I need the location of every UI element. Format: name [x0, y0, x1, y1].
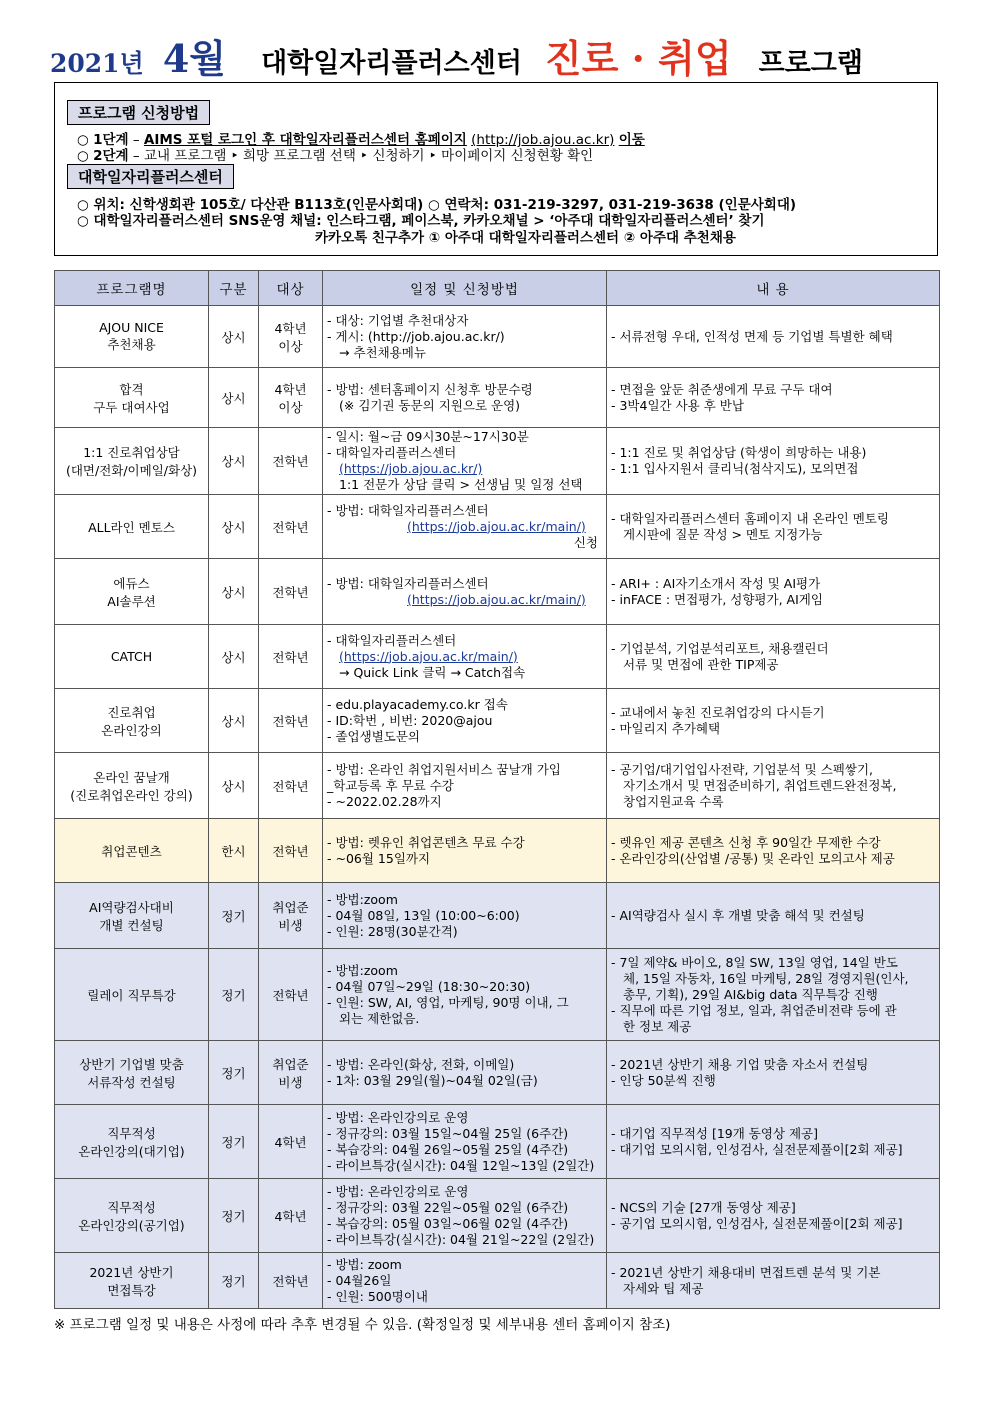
type-cell-line: 상시: [221, 649, 246, 665]
type-cell: [209, 1179, 259, 1253]
center-tag: 대학일자리플러스센터: [67, 164, 234, 189]
content-cell-line: 자기소개서 및 면접준비하기, 취업트렌드완전정복,: [623, 777, 897, 793]
schedule-cell-line: - 일시: 월~금 09시30분~17시30분: [327, 429, 529, 444]
schedule-cell-line: - 라이브특강(실시간): 04월 12일~13일 (2일간): [327, 1157, 595, 1173]
schedule-cell: [323, 1253, 607, 1309]
target-cell-line: 전학년: [272, 519, 309, 535]
target-cell-line: 전학년: [272, 987, 309, 1003]
type-cell-line: 상시: [221, 390, 246, 406]
target-cell-line: 취업준: [272, 1056, 309, 1072]
header-content: 내 용: [607, 271, 940, 306]
program-name-cell: [55, 1105, 209, 1179]
content-cell-line: - 2021년 상반기 채용대비 면접트렌 분석 및 기본: [611, 1264, 881, 1280]
schedule-cell: [323, 428, 607, 495]
schedule-cell: [323, 495, 607, 559]
type-cell: [209, 753, 259, 819]
schedule-cell-line[interactable]: (https://job.ajou.ac.kr/main/): [339, 648, 518, 664]
content-cell-line: - AI역량검사 실시 후 개별 맞춤 해석 및 컨설팅: [611, 907, 865, 923]
program-name-cell: [55, 1253, 209, 1309]
schedule-cell-line[interactable]: (https://job.ajou.ac.kr/): [339, 461, 483, 476]
content-cell-line: 한 정보 제공: [623, 1018, 692, 1034]
type-cell: [209, 819, 259, 883]
program-name-cell: [55, 1041, 209, 1105]
target-cell: [259, 625, 323, 689]
content-cell-line: 자세와 팁 제공: [623, 1280, 704, 1296]
program-name-cell-line: 직무적성: [107, 1199, 156, 1215]
program-name-cell-line: 서류작성 컨설팅: [87, 1074, 176, 1090]
content-cell-line: 서류 및 면접에 관한 TIP제공: [623, 656, 779, 672]
schedule-cell-line: - 게시: (http://job.ajou.ac.kr/): [327, 328, 505, 344]
program-name-cell: [55, 559, 209, 625]
target-cell: [259, 1253, 323, 1309]
content-cell-line: - 공기업 모의시험, 인성검사, 실전문제풀이[2회 제공]: [611, 1215, 903, 1231]
target-cell-line: 4학년: [274, 320, 307, 336]
program-name-cell-line: 취업콘텐츠: [101, 843, 162, 859]
schedule-cell: [323, 1105, 607, 1179]
content-cell-line: - 대기업 모의시험, 인성검사, 실전문제풀이[2회 제공]: [611, 1141, 903, 1157]
program-name-cell-line: AI역량검사대비: [89, 899, 174, 915]
step1-end: 이동: [618, 132, 645, 148]
schedule-cell: [323, 625, 607, 689]
type-cell: [209, 1253, 259, 1309]
table-row: [55, 368, 940, 428]
target-cell: [259, 306, 323, 368]
program-name-cell: [55, 306, 209, 368]
step1-text: AIMS 포털 로그인 후 대학일자리플러스센터 홈페이지: [143, 132, 467, 148]
schedule-cell-line: - 04월 08일, 13일 (10:00~6:00): [327, 907, 520, 923]
schedule-cell-line[interactable]: (https://job.ajou.ac.kr/main/): [407, 518, 586, 534]
type-cell-line: 정기: [221, 1273, 246, 1289]
bullet: ○: [77, 132, 89, 148]
homepage-link[interactable]: (http://job.ajou.ac.kr): [471, 132, 615, 148]
content-cell-line: - 대학일자리플러스센터 홈페이지 내 온라인 멘토링: [611, 510, 889, 526]
content-cell: [607, 883, 940, 949]
content-cell-line: - 인당 50분씩 진행: [611, 1072, 716, 1088]
table-row: [55, 689, 940, 753]
schedule-cell: [323, 949, 607, 1041]
program-name-cell-line: 직무적성: [107, 1125, 156, 1141]
target-cell: [259, 883, 323, 949]
content-cell-line: - 1:1 입사지원서 클리닉(첨삭지도), 모의면접: [611, 461, 859, 476]
schedule-cell-line: - 1차: 03월 29일(월)~04월 02일(금): [327, 1072, 538, 1088]
content-cell: [607, 559, 940, 625]
footnote: ※ 프로그램 일정 및 내용은 사정에 따라 추후 변경될 수 있음. (확정일정 및 세부내용 센터 홈페이지 참조): [54, 1317, 671, 1333]
schedule-cell-line: - 인원: 500명이내: [327, 1288, 428, 1304]
title-month: 4월: [162, 36, 226, 81]
content-cell-line: - 직무에 따른 기업 정보, 일과, 취업준비전략 등에 관: [611, 1002, 897, 1018]
schedule-cell-line: - 방법: 온라인강의로 운영: [327, 1109, 469, 1125]
header-program-name: 프로그램명: [55, 271, 209, 306]
schedule-cell-line: - edu.playacademy.co.kr 접속: [327, 696, 508, 712]
content-cell-line: - inFACE : 면접평가, 성향평가, AI게임: [611, 591, 823, 607]
content-cell: [607, 1179, 940, 1253]
type-cell-line: 상시: [221, 519, 246, 535]
schedule-cell-line: → Quick Link 클릭 → Catch접속: [339, 664, 526, 680]
content-cell: [607, 819, 940, 883]
target-cell-line: 전학년: [272, 584, 309, 600]
schedule-cell-line[interactable]: (https://job.ajou.ac.kr/main/): [407, 591, 586, 607]
sns-line: ○ 대학일자리플러스센터 SNS운영 채널: 인스타그램, 페이스북, 카카오채널 > ‘아주대 대학일자리플러스센터’ 찾기: [77, 213, 765, 229]
schedule-cell-line: - 라이브특강(실시간): 04월 21일~22일 (2일간): [327, 1231, 595, 1247]
target-cell: [259, 428, 323, 495]
program-name-cell-line: 온라인강의(대기업): [78, 1143, 185, 1159]
table-row: [55, 949, 940, 1041]
program-name-cell-line: 1:1 진로취업상담: [83, 445, 180, 460]
target-cell: [259, 819, 323, 883]
header-target: 대상: [259, 271, 323, 306]
type-cell: [209, 689, 259, 753]
program-table: [54, 270, 940, 1309]
content-cell-line: - 3박4일간 사용 후 반납: [611, 397, 744, 413]
table-row: [55, 306, 940, 368]
content-cell-line: 총무, 기획), 29일 AI&big data 직무특강 진행: [623, 986, 878, 1002]
content-cell: [607, 949, 940, 1041]
schedule-cell-line: - 방법: 렛유인 취업콘텐츠 무료 수강: [327, 834, 525, 850]
content-cell: [607, 1105, 940, 1179]
program-name-cell-line: 에듀스: [113, 575, 150, 591]
schedule-cell-line: - 방법: 온라인강의로 운영: [327, 1183, 469, 1199]
type-cell-line: 상시: [221, 778, 246, 794]
program-name-cell-line: (대면/전화/이메일/화상): [65, 463, 198, 478]
schedule-cell-line: - 04월26일: [327, 1272, 392, 1288]
content-cell-line: - 2021년 상반기 채용 기업 맞춤 자소서 컨설팅: [611, 1056, 869, 1072]
schedule-cell-line: 1:1 전문가 상담 클릭 > 선생님 및 일정 선택: [339, 477, 583, 492]
schedule-cell-line: → 추천채용메뉴: [339, 344, 426, 360]
content-cell: [607, 1041, 940, 1105]
content-cell-line: - 공기업/대기업입사전략, 기업분석 및 스펙쌓기,: [611, 761, 873, 777]
table-row: [55, 1105, 940, 1179]
target-cell-line: 이상: [278, 399, 303, 415]
schedule-cell-line: - 대상: 기업별 추천대상자: [327, 312, 469, 328]
target-cell-line: 취업준: [272, 899, 309, 915]
program-name-cell-line: 합격: [119, 381, 144, 397]
program-name-cell-line: 온라인강의(공기업): [78, 1217, 185, 1233]
content-cell: [607, 753, 940, 819]
program-name-cell-line: AI솔루션: [107, 593, 156, 609]
content-cell-line: - 1:1 진로 및 취업상담 (학생이 희망하는 내용): [611, 445, 867, 460]
content-cell: [607, 1253, 940, 1309]
target-cell-line: 전학년: [272, 713, 309, 729]
type-cell-line: 정기: [221, 1208, 246, 1224]
schedule-cell-line: - 복습강의: 04월 26일~05월 25일 (4주간): [327, 1141, 569, 1157]
page-title: [50, 28, 950, 81]
title-year: 2021년: [50, 49, 144, 78]
schedule-cell-line: - 인원: 28명(30분간격): [327, 923, 458, 939]
program-name-cell: [55, 368, 209, 428]
content-cell: [607, 495, 940, 559]
schedule-cell-line: - 방법:zoom: [327, 891, 398, 907]
program-name-cell-line: AJOU NICE: [99, 320, 164, 335]
schedule-cell-line: - 인원: SW, AI, 영업, 마케팅, 90명 이내, 그: [327, 994, 569, 1010]
step2-text: – 교내 프로그램 ‣ 희망 프로그램 선택 ‣ 신청하기 ‣ 마이페이지 신청현황 확인: [132, 148, 594, 164]
program-name-cell-line: 2021년 상반기: [89, 1264, 174, 1280]
target-cell-line: 4학년: [274, 1208, 307, 1224]
schedule-cell-line: - ~2022.02.28까지: [327, 793, 442, 809]
table-row: [55, 1041, 940, 1105]
type-cell-line: 정기: [221, 1065, 246, 1081]
content-cell: [607, 368, 940, 428]
bullet: ○: [77, 148, 89, 164]
kakao-line: 카카오톡 친구추가 ① 아주대 대학일자리플러스센터 ② 아주대 추천채용: [315, 230, 736, 246]
target-cell: [259, 495, 323, 559]
header-type: 구분: [209, 271, 259, 306]
program-name-cell-line: 상반기 기업별 맞춤: [79, 1056, 184, 1072]
schedule-cell: [323, 1041, 607, 1105]
type-cell-line: 한시: [221, 843, 246, 859]
type-cell-line: 상시: [221, 584, 246, 600]
schedule-cell: [323, 1179, 607, 1253]
content-cell-line: - 대기업 직무적성 [19개 동영상 제공]: [611, 1125, 819, 1141]
table-row: [55, 559, 940, 625]
schedule-cell-line: 외는 제한없음.: [339, 1010, 420, 1026]
title-center: 대학일자리플러스센터: [261, 48, 522, 79]
type-cell-line: 상시: [221, 454, 246, 469]
program-name-cell: [55, 625, 209, 689]
program-name-cell-line: (진로취업온라인 강의): [70, 787, 193, 803]
content-cell-line: - NCS의 기술 [27개 동영상 제공]: [611, 1199, 796, 1215]
target-cell-line: 비생: [278, 917, 303, 933]
type-cell: [209, 1041, 259, 1105]
schedule-cell-line: - 정규강의: 03월 22일~05월 02일 (6주간): [327, 1199, 569, 1215]
schedule-cell: [323, 306, 607, 368]
program-name-cell: [55, 753, 209, 819]
program-name-cell-line: 릴레이 직무특강: [87, 987, 176, 1003]
schedule-cell: [323, 689, 607, 753]
type-cell: [209, 368, 259, 428]
content-cell-line: - 마일리지 추가혜택: [611, 720, 721, 736]
schedule-cell-line: - 방법: 대학일자리플러스센터: [327, 575, 489, 591]
target-cell-line: 전학년: [272, 778, 309, 794]
target-cell-line: 4학년: [274, 1134, 307, 1150]
content-cell: [607, 306, 940, 368]
schedule-cell-line: - 방법: 센터홈페이지 신청후 방문수령: [327, 381, 533, 397]
type-cell: [209, 306, 259, 368]
content-cell-line: - 교내에서 놓친 진로취업강의 다시듣기: [611, 704, 825, 720]
schedule-cell-line: - 대학일자리플러스센터: [327, 632, 457, 648]
schedule-cell-line: - ~06월 15일까지: [327, 850, 431, 866]
schedule-cell-line: (※ 김기권 동문의 지원으로 운영): [339, 397, 521, 413]
type-cell: [209, 495, 259, 559]
schedule-cell-line: - 방법: zoom: [327, 1256, 402, 1272]
type-cell-line: 정기: [221, 987, 246, 1003]
type-cell-line: 상시: [221, 329, 246, 345]
table-row: [55, 883, 940, 949]
target-cell: [259, 689, 323, 753]
type-cell: [209, 883, 259, 949]
target-cell-line: 전학년: [272, 843, 309, 859]
table-row: [55, 625, 940, 689]
target-cell-line: 전학년: [272, 649, 309, 665]
schedule-cell: [323, 883, 607, 949]
target-cell-line: 이상: [278, 338, 303, 354]
target-cell: [259, 368, 323, 428]
table-row: [55, 1179, 940, 1253]
location-line: ○ 위치: 신학생회관 105호/ 다산관 B113호(인문사회대) ○ 연락처: 031-219-3297, 031-219-3638 (인문사회대): [77, 197, 797, 213]
content-cell-line: - 온라인강의(산업별 /공통) 및 온라인 모의고사 제공: [611, 850, 895, 866]
schedule-cell-line: 신청: [573, 534, 598, 550]
type-cell: [209, 428, 259, 495]
content-cell-line: 체, 15일 자동차, 16일 마케팅, 28일 경영지원(인사,: [623, 970, 909, 986]
table-row: [55, 1253, 940, 1309]
content-cell-line: - 렛유인 제공 콘텐츠 신청 후 90일간 무제한 수강: [611, 834, 881, 850]
program-name-cell-line: 개별 컨설팅: [99, 917, 164, 933]
schedule-cell-line: - 방법:zoom: [327, 962, 398, 978]
schedule-cell-line: - ID:학번 , 비번: 2020@ajou: [327, 712, 493, 728]
target-cell: [259, 1105, 323, 1179]
program-name-cell-line: 온라인강의: [101, 722, 162, 738]
header-schedule: 일정 및 신청방법: [323, 271, 607, 306]
schedule-cell-line: - 복습강의: 05월 03일~06월 02일 (4주간): [327, 1215, 569, 1231]
program-name-cell-line: 추천채용: [107, 337, 156, 352]
schedule-cell-line: - 방법: 온라인 취업지원서비스 꿈날개 가입: [327, 761, 561, 777]
schedule-cell-line: - 졸업생별도문의: [327, 728, 421, 744]
table-row: [55, 819, 940, 883]
content-cell-line: - ARI+ : AI자기소개서 작성 및 AI평가: [611, 575, 821, 591]
program-name-cell: [55, 883, 209, 949]
program-name-cell-line: 면접특강: [107, 1282, 156, 1298]
program-name-cell-line: 진로취업: [107, 704, 156, 720]
step2-label: 2단계: [93, 148, 129, 164]
schedule-cell: [323, 559, 607, 625]
title-program: 프로그램: [758, 48, 863, 79]
apply-method-tag: 프로그램 신청방법: [67, 100, 210, 125]
content-cell-line: - 기업분석, 기업분석리포트, 채용캘린더: [611, 640, 829, 656]
schedule-cell-line: - 정규강의: 03월 15일~04월 25일 (6주간): [327, 1125, 569, 1141]
target-cell: [259, 1179, 323, 1253]
table-row: [55, 428, 940, 495]
target-cell: [259, 949, 323, 1041]
content-cell-line: - 7일 제약& 바이오, 8일 SW, 13일 영업, 14일 반도: [611, 954, 898, 970]
target-cell: [259, 753, 323, 819]
type-cell: [209, 625, 259, 689]
table-row: [55, 495, 940, 559]
target-cell-line: 전학년: [272, 1273, 309, 1289]
target-cell: [259, 559, 323, 625]
target-cell-line: 비생: [278, 1074, 303, 1090]
schedule-cell: [323, 753, 607, 819]
schedule-cell-line: _학교등록 후 무료 수강: [327, 777, 454, 793]
schedule-cell-line: - 대학일자리플러스센터: [327, 445, 457, 460]
target-cell: [259, 1041, 323, 1105]
schedule-cell-line: - 04월 07일~29일 (18:30~20:30): [327, 978, 531, 994]
content-cell-line: - 서류전형 우대, 인적성 면제 등 기업별 특별한 혜택: [611, 328, 893, 344]
program-name-cell-line: 구두 대여사업: [93, 399, 170, 415]
step1-label: 1단계: [93, 132, 129, 148]
content-cell-line: 창업지원교육 수록: [623, 793, 724, 809]
content-cell-line: - 면접을 앞둔 취준생에게 무료 구두 대여: [611, 381, 833, 397]
type-cell-line: 정기: [221, 1134, 246, 1150]
type-cell: [209, 559, 259, 625]
title-highlight: 진로 · 취업: [545, 36, 732, 81]
program-name-cell: [55, 495, 209, 559]
content-cell: [607, 689, 940, 753]
type-cell: [209, 1105, 259, 1179]
schedule-cell: [323, 819, 607, 883]
type-cell-line: 정기: [221, 908, 246, 924]
program-name-cell: [55, 819, 209, 883]
program-name-cell: [55, 1179, 209, 1253]
content-cell: [607, 625, 940, 689]
type-cell: [209, 949, 259, 1041]
target-cell-line: 전학년: [272, 454, 309, 469]
content-cell: [607, 428, 940, 495]
program-name-cell: [55, 689, 209, 753]
schedule-cell: [323, 368, 607, 428]
step2-line: [77, 144, 593, 164]
type-cell-line: 상시: [221, 713, 246, 729]
table-row: [55, 753, 940, 819]
program-name-cell-line: 온라인 꿈날개: [93, 769, 170, 785]
dash: –: [132, 132, 140, 148]
content-cell-line: 게시판에 질문 작성 > 멘토 지정가능: [623, 526, 823, 542]
program-name-cell-line: CATCH: [110, 649, 153, 664]
table-header-row: [55, 271, 940, 306]
target-cell-line: 4학년: [274, 381, 307, 397]
program-name-cell: [55, 949, 209, 1041]
program-name-cell: [55, 428, 209, 495]
schedule-cell-line: - 방법: 대학일자리플러스센터: [327, 502, 489, 518]
schedule-cell-line: - 방법: 온라인(화상, 전화, 이메일): [327, 1056, 515, 1072]
info-box: [54, 82, 938, 256]
program-name-cell-line: ALL라인 멘토스: [88, 519, 175, 535]
